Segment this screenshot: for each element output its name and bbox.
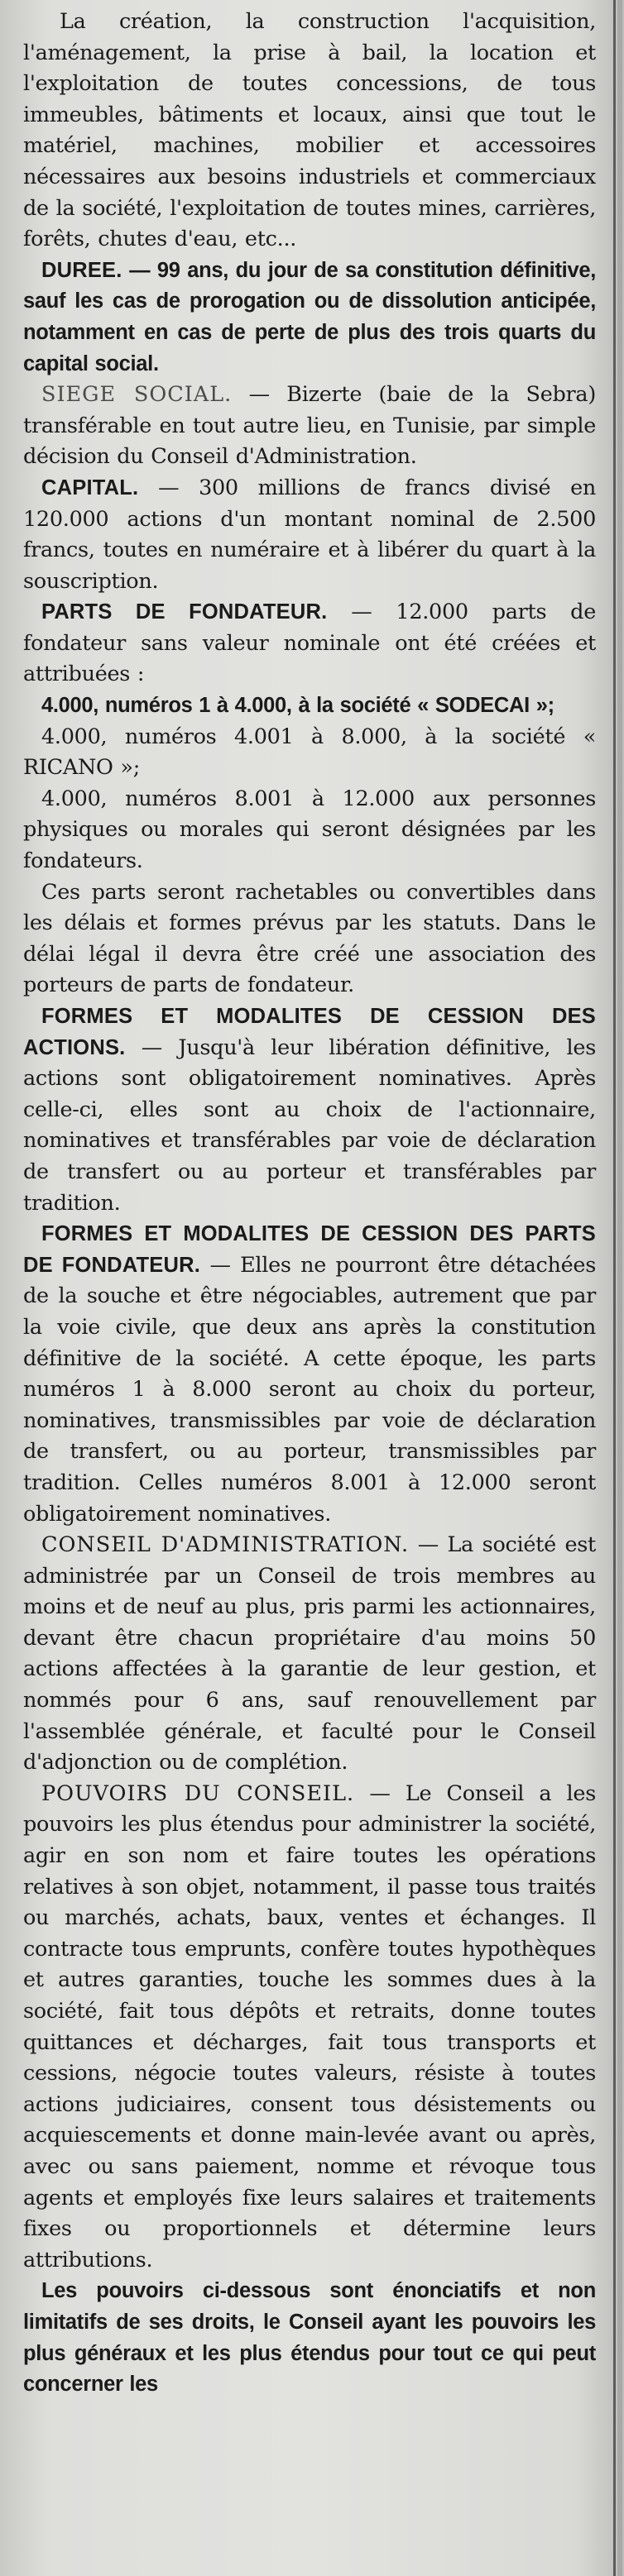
paragraph-text: 4.000, numéros 4.001 à 8.000, à la société « RICANO »; [23,724,596,781]
paragraph-text: — Elles ne pourront être détachées de la souche et être négociables, autrement que par la voie civile, que deux ans après la constitution définitive de la société. A cette époque, les parts numéros 1 à 8.000 seront au choix du porteur, nominatives, transmissibles par voie de déclaration de transfert, ou au porteur, transmissibles par tradition. Celles numéros 8.001 à 12.000 seront obligatoirement nominatives. [23,1252,597,1527]
paragraph-text: — 12.000 parts de fondateur sans valeur nominale ont été créées et attribuées : [23,600,596,687]
paragraph-text: 4.000, numéros 1 à 4.000, à la société « SODECAI »; [41,694,554,718]
paragraph-parts-list-2 [23,722,596,784]
paragraph-conseil [23,1530,596,1779]
paragraph-text: — 300 millions de francs divisé en 120.000 actions d'un montant nominal de 2.500 francs, toutes en numéraire et à libérer du quart à la souscription. [23,475,596,594]
paragraph-parts-conversion [23,877,596,1001]
section-heading: CAPITAL. [41,476,139,499]
section-heading: FORMES ET MODALITES DE CESSION DES PARTS DE FONDATEUR. [23,1222,596,1277]
paragraph-parts-list-1 [23,691,596,722]
column-rule [613,0,616,2576]
paragraph-pouvoirs [23,1779,596,2277]
paragraph-text: — La société est administrée par un Conseil de trois membres au moins et de neuf au plus, pris parmi les actionnaires, devant être chacun propriétaire d'au moins 50 actions affectées à la garantie de leur gestion, et nommés pour 6 ans, sauf renouvellement par l'assemblée générale, et faculté pour le Conseil d'adjonction ou de complétion. [23,1532,596,1775]
paragraph-text: 4.000, numéros 8.001 à 12.000 aux personnes physiques ou morales qui seront désignées par les fondateurs. [23,786,596,874]
paragraph-siege [23,380,596,473]
paragraph-pouvoirs-2 [23,2276,596,2400]
paragraph-text: — Jusqu'à leur libération définitive, les actions sont obligatoirement nominatives. Après celle-ci, elles sont au choix de l'actionnaire, nominatives et transférables par voie de déclaration de transfert ou au porteur et transférables par tradition. [23,1035,596,1216]
paragraph-text: Les pouvoirs ci-dessous sont énonciatifs et non limitatifs de ses droits, le Conseil ayant les pouvoirs les plus généraux et les plus étendus pour tout ce qui peut concerner les [23,2279,596,2397]
paragraph-text: — 99 ans, du jour de sa constitution définitive, sauf les cas de prorogation ou de dissolution anticipée, notamment en cas de perte de plus des trois quarts du capital social. [23,258,596,375]
paragraph-text: — Bizerte (baie de la Sebra) transférable en tout autre lieu, en Tunisie, par simple décision du Conseil d'Administration. [23,382,596,470]
paragraph-text: — Le Conseil a les pouvoirs les plus étendus pour administrer la société, agir en son nom et faire toutes les opérations relatives à son objet, notamment, il passe tous traités ou marchés, achats, baux, ventes et échanges. Il contracte tous emprunts, confère toutes hypothèques et autres garanties, touche les sommes dues à la société, fait tous dépôts et retraits, donne toutes quittances et décharges, fait tous transports et cessions, négocie toutes valeurs, résiste à toutes actions judiciaires, consent tous désistements ou acquiescements et donne main-levée avant ou après, avec ou sans paiement, nomme et révoque tous agents et employés fixe leurs salaires et traitements fixes ou proportionnels et détermine leurs attributions. [23,1780,596,2273]
paragraph-parts-list-3 [23,784,596,877]
section-heading: DUREE. [41,258,122,282]
section-heading: CONSEIL D'ADMINISTRATION. [41,1532,410,1558]
paragraph-duree [23,256,596,380]
paragraph-text: Ces parts seront rachetables ou convertibles dans les délais et formes prévus par les statuts. Dans le délai légal il devra être créé une association des porteurs de parts de fondateur. [23,879,596,998]
paragraph-object [23,7,596,256]
article-column [23,7,596,2401]
paragraph-capital [23,473,596,597]
paragraph-formes-parts [23,1219,596,1530]
section-heading: FORMES ET MODALITES DE CESSION DES ACTIONS. [23,1005,596,1059]
paragraph-formes-actions [23,1001,596,1219]
paragraph-parts [23,597,596,691]
section-heading: POUVOIRS DU CONSEIL. [41,1780,355,1806]
section-heading: PARTS DE FONDATEUR. [41,600,328,624]
column-edge [617,0,622,2576]
section-heading: SIEGE SOCIAL. [41,382,233,408]
paragraph-text: La création, la construction l'acquisition, l'aménagement, la prise à bail, la location et l'exploitation de toutes concessions, de tous immeubles, bâtiments et locaux, ainsi que tout le matériel, machines, mobilier et accessoires nécessaires aux besoins industriels et commerciaux de la société, l'exploitation de toutes mines, carrières, forêts, chutes d'eau, etc... [23,9,596,252]
